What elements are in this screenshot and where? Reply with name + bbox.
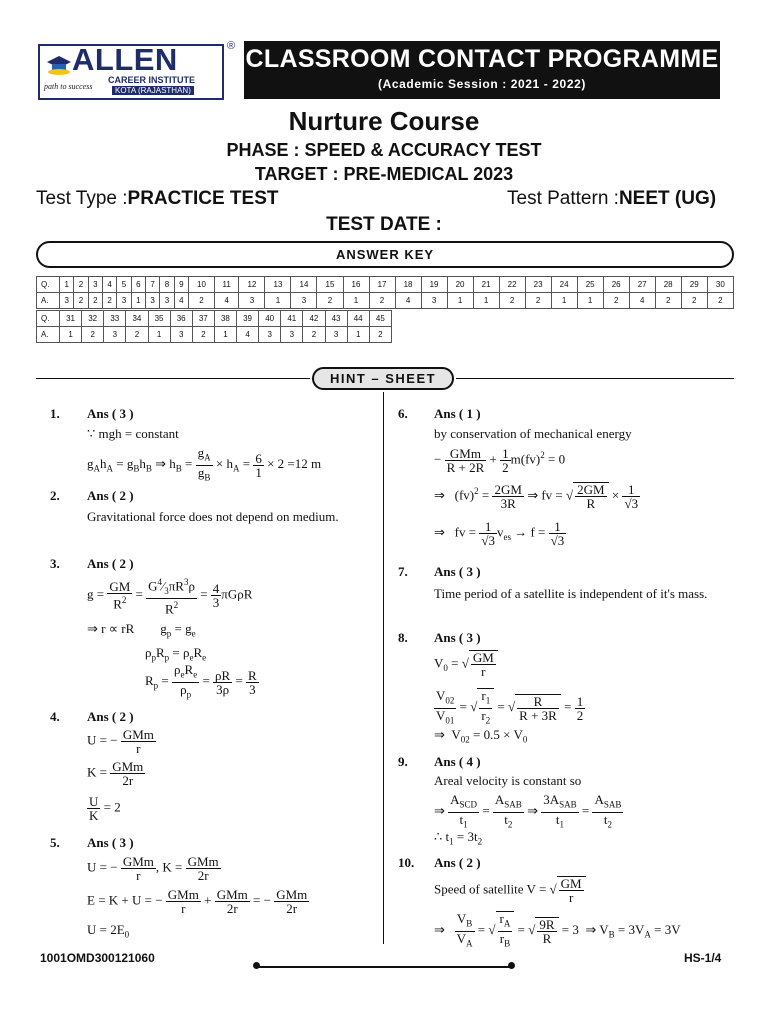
table-cell: 6 — [131, 277, 145, 293]
footer-rule — [256, 966, 512, 968]
table-cell: 2 — [126, 327, 148, 343]
hint-text: Gravitational force does not depend on medium. — [87, 509, 339, 524]
equation: ⇒ $\frac{A_{SCD}}{t_1}$ = $\frac{A_{SAB}}{t_2}$ ⇒ $\frac{3A_{SAB}}{t_1}$ = $\frac{A_{SAB}}{t_2}$ — [434, 792, 622, 830]
equation: ⇒ r ∝ rR $g_p = g_e$ — [87, 621, 196, 639]
table-cell: 41 — [281, 311, 303, 327]
programme-banner — [244, 41, 720, 99]
table-cell: 44 — [347, 311, 369, 327]
table-cell: 19 — [421, 277, 447, 293]
table-cell: 37 — [192, 311, 214, 327]
hint-number: 6. — [398, 406, 408, 421]
document-code: 1001OMD300121060 — [40, 951, 155, 965]
test-pattern-value: NEET (UG) — [618, 188, 717, 209]
hint-number: 9. — [398, 754, 408, 769]
table-cell: 40 — [259, 311, 281, 327]
hint-answer: Ans ( 2 ) — [87, 488, 134, 503]
table-cell: 32 — [82, 311, 104, 327]
hint-number: 3. — [50, 556, 60, 571]
equation: $R_p$ = $\frac{\rho_eR_e}{\rho_p}$ = $\frac{\rho R}{3\rho}$ = $\frac{R}{3}$ — [145, 662, 257, 700]
table-cell: 2 — [74, 277, 88, 293]
equation: U = − $\frac{\text{GMm}}{r}$ , K = $\frac{\text{GMm}}{2r}$ — [87, 854, 219, 883]
table-cell: 1 — [131, 293, 145, 309]
table-cell: 3 — [145, 293, 159, 309]
equation: ⇒ fv = $\frac{1}{√3}$ $v_{es} \to f$ = $\frac{1}{√3}$ — [434, 519, 565, 548]
equation: Speed of satellite V = √ $\frac{GM}{r}$ — [434, 876, 586, 904]
test-pattern-label: Test Pattern : — [507, 188, 619, 209]
a-label: A. — [37, 293, 60, 309]
table-cell: 1 — [148, 327, 170, 343]
table-cell: 30 — [707, 277, 733, 293]
table-row — [37, 293, 734, 309]
equation: $\frac{U}{K}$ = 2 — [89, 794, 121, 823]
phase-title: PHASE : SPEED & ACCURACY TEST — [226, 140, 542, 160]
table-cell: 2 — [74, 293, 88, 309]
equation: ⇒ $\frac{V_B}{V_A}$ = √ $\frac{r_A}{r_B}$ = √ $\frac{9R}{R}$ = 3 ⇒ $V_B = 3V_A = 3V$ — [434, 911, 681, 949]
test-pattern — [507, 188, 716, 210]
table-cell: 24 — [551, 277, 577, 293]
target-title: TARGET : PRE-MEDICAL 2023 — [254, 164, 514, 184]
table-cell: 8 — [160, 277, 174, 293]
table-cell: 1 — [343, 293, 369, 309]
hint-number: 7. — [398, 564, 408, 579]
table-cell: 38 — [214, 311, 236, 327]
answer-table-2 — [36, 310, 392, 343]
table-cell: 43 — [325, 311, 347, 327]
table-cell: 4 — [214, 293, 238, 309]
table-cell: 3 — [104, 327, 126, 343]
table-cell: 3 — [117, 293, 131, 309]
table-cell: 2 — [655, 293, 681, 309]
table-cell: 36 — [170, 311, 192, 327]
equation: $V_0$ = √ $\frac{GM}{r}$ — [434, 650, 498, 678]
equation: $\rho_pR_p = \rho_eR_e$ — [145, 645, 207, 663]
hint-answer: Ans ( 4 ) — [434, 754, 481, 769]
table-cell: 12 — [239, 277, 265, 293]
hint-answer: Ans ( 3 ) — [87, 835, 134, 850]
table-cell: 33 — [104, 311, 126, 327]
table-cell: 35 — [148, 311, 170, 327]
hint-answer: Ans ( 3 ) — [87, 406, 134, 421]
table-cell: 20 — [447, 277, 473, 293]
table-cell: 3 — [239, 293, 265, 309]
table-cell: 9 — [174, 277, 188, 293]
table-cell: 1 — [473, 293, 499, 309]
table-cell: 5 — [117, 277, 131, 293]
equation: ⇒ $V_{02} = 0.5 \times V_0$ — [434, 727, 528, 745]
column-divider — [383, 392, 384, 944]
table-row — [37, 277, 734, 293]
table-cell: 2 — [82, 327, 104, 343]
test-type-value: PRACTICE TEST — [127, 188, 279, 209]
table-cell: 2 — [317, 293, 343, 309]
table-cell: 3 — [281, 327, 303, 343]
hint-answer: Ans ( 1 ) — [434, 406, 481, 421]
table-cell: 2 — [102, 293, 116, 309]
table-cell: 1 — [577, 293, 603, 309]
table-cell: 4 — [395, 293, 421, 309]
answer-key-title: ANSWER KEY — [36, 241, 734, 268]
equation: $\frac{V_{02}}{V_{01}}$ = √ $\frac{r_1}{r_2}$ = √ $\frac{R}{R + 3R}$ = $\frac{1}{2}$ — [436, 688, 584, 726]
equation: − $\frac{\text{GMm}}{R + 2R}$ + $\frac{1}{2}$ m(fv)$^2$ = 0 — [434, 446, 566, 475]
registered-mark: ® — [227, 40, 236, 52]
divider — [36, 378, 310, 379]
hint-answer: Ans ( 2 ) — [87, 556, 134, 571]
graduation-cap-icon — [46, 54, 72, 76]
table-cell: 2 — [707, 293, 733, 309]
table-cell: 2 — [603, 293, 629, 309]
hint-number: 10. — [398, 855, 415, 870]
table-cell: 1 — [347, 327, 369, 343]
table-cell: 15 — [317, 277, 343, 293]
table-cell: 25 — [577, 277, 603, 293]
hint-number: 2. — [50, 488, 60, 503]
table-cell: 2 — [303, 327, 325, 343]
table-cell: 2 — [525, 293, 551, 309]
table-cell: 34 — [126, 311, 148, 327]
table-cell: 3 — [291, 293, 317, 309]
hint-text: Speed of satellite V = — [434, 881, 547, 897]
table-cell: 1 — [447, 293, 473, 309]
table-cell: 13 — [265, 277, 291, 293]
table-row — [37, 311, 392, 327]
table-cell: 28 — [655, 277, 681, 293]
hint-answer: Ans ( 3 ) — [434, 564, 481, 579]
logo-text: ALLEN — [72, 42, 178, 77]
table-cell: 39 — [237, 311, 259, 327]
table-cell: 21 — [473, 277, 499, 293]
table-cell: 16 — [343, 277, 369, 293]
equation: K = $\frac{\text{GMm}}{2r}$ — [87, 759, 144, 788]
table-cell: 14 — [291, 277, 317, 293]
q-label: Q. — [37, 277, 60, 293]
equation: $U = 2E_0$ — [87, 922, 130, 940]
table-cell: 27 — [629, 277, 655, 293]
hint-text: Time period of a satellite is independent of it's mass. — [434, 586, 708, 601]
table-cell: 3 — [259, 327, 281, 343]
a-label: A. — [37, 327, 60, 343]
course-name: Nurture Course — [288, 106, 480, 136]
table-cell: 4 — [237, 327, 259, 343]
table-cell: 2 — [188, 293, 214, 309]
hint-text: by conservation of mechanical energy — [434, 426, 632, 441]
page-number: HS-1/4 — [684, 951, 722, 965]
logo-subtitle: CAREER INSTITUTE — [108, 75, 196, 85]
hint-result: =12 m — [287, 456, 322, 472]
answer-table-1 — [36, 276, 734, 309]
table-cell: 3 — [60, 293, 74, 309]
hint-text: Areal velocity is constant so — [434, 773, 582, 788]
table-cell: 3 — [170, 327, 192, 343]
q-label: Q. — [37, 311, 60, 327]
table-cell: 22 — [499, 277, 525, 293]
hint-number: 1. — [50, 406, 60, 421]
equation: ⇒ (fv)$^2$ = $\frac{2GM}{3R}$ ⇒ fv = √ $\frac{2GM}{R}$ × $\frac{1}{√3}$ — [434, 482, 639, 511]
logo-location: KOTA (RAJASTHAN) — [112, 86, 194, 95]
table-cell: 4 — [629, 293, 655, 309]
equation: U = − $\frac{\text{GMm}}{r}$ — [87, 727, 154, 756]
table-cell: 2 — [369, 327, 391, 343]
table-cell: 2 — [369, 293, 395, 309]
table-cell: 1 — [265, 293, 291, 309]
hint-sheet-title: HINT – SHEET — [312, 367, 454, 390]
table-cell: 26 — [603, 277, 629, 293]
table-cell: 1 — [60, 327, 82, 343]
hint-text: ∵ mgh = constant — [87, 426, 179, 441]
banner-session: (Academic Session : 2021 - 2022) — [378, 77, 586, 91]
table-cell: 2 — [192, 327, 214, 343]
table-cell: 2 — [88, 293, 102, 309]
equation: $g_Ah_A = g_Bh_B$ ⇒ $h_B$ = $\frac{g_A}{g_B}$ × $h_A$ = $\frac{6}{1}$ × 2 =12 m — [87, 445, 322, 483]
hint-answer: Ans ( 3 ) — [434, 630, 481, 645]
table-cell: 3 — [88, 277, 102, 293]
table-cell: 3 — [325, 327, 347, 343]
footer-dot — [253, 962, 260, 969]
test-date: TEST DATE : — [326, 214, 442, 235]
table-cell: 4 — [102, 277, 116, 293]
table-cell: 45 — [369, 311, 391, 327]
table-cell: 2 — [681, 293, 707, 309]
table-cell: 18 — [395, 277, 421, 293]
table-cell: 11 — [214, 277, 238, 293]
hint-number: 5. — [50, 835, 60, 850]
table-cell: 23 — [525, 277, 551, 293]
equation: E = K + U = − $\frac{\text{GMm}}{r}$ + $\frac{\text{GMm}}{2r}$ = − $\frac{\text{GMm}}{2r}$ — [87, 887, 308, 916]
table-cell: 31 — [60, 311, 82, 327]
logo-tagline: path to success — [44, 82, 93, 91]
table-cell: 4 — [174, 293, 188, 309]
table-cell: 29 — [681, 277, 707, 293]
table-cell: 1 — [60, 277, 74, 293]
banner-title: CLASSROOM CONTACT PROGRAMME — [245, 45, 719, 73]
table-row — [37, 327, 392, 343]
hint-answer: Ans ( 2 ) — [87, 709, 134, 724]
hint-number: 8. — [398, 630, 408, 645]
table-cell: 17 — [369, 277, 395, 293]
table-cell: 2 — [499, 293, 525, 309]
divider — [456, 378, 734, 379]
table-cell: 42 — [303, 311, 325, 327]
hint-answer: Ans ( 2 ) — [434, 855, 481, 870]
footer-dot — [508, 962, 515, 969]
test-type-label: Test Type : — [36, 188, 128, 209]
table-cell: 10 — [188, 277, 214, 293]
hint-number: 4. — [50, 709, 60, 724]
equation: ∴ $t_1 = 3t_2$ — [434, 829, 483, 847]
table-cell: 1 — [214, 327, 236, 343]
table-cell: 3 — [421, 293, 447, 309]
test-type — [36, 188, 278, 210]
table-cell: 1 — [551, 293, 577, 309]
table-cell: 3 — [160, 293, 174, 309]
table-cell: 7 — [145, 277, 159, 293]
equation: g = $\frac{GM}{R^2}$ = $\frac{G^4⁄_3\pi R^3\rho}{R^2}$ = $\frac{4}{3}$ πGρR — [87, 577, 253, 617]
